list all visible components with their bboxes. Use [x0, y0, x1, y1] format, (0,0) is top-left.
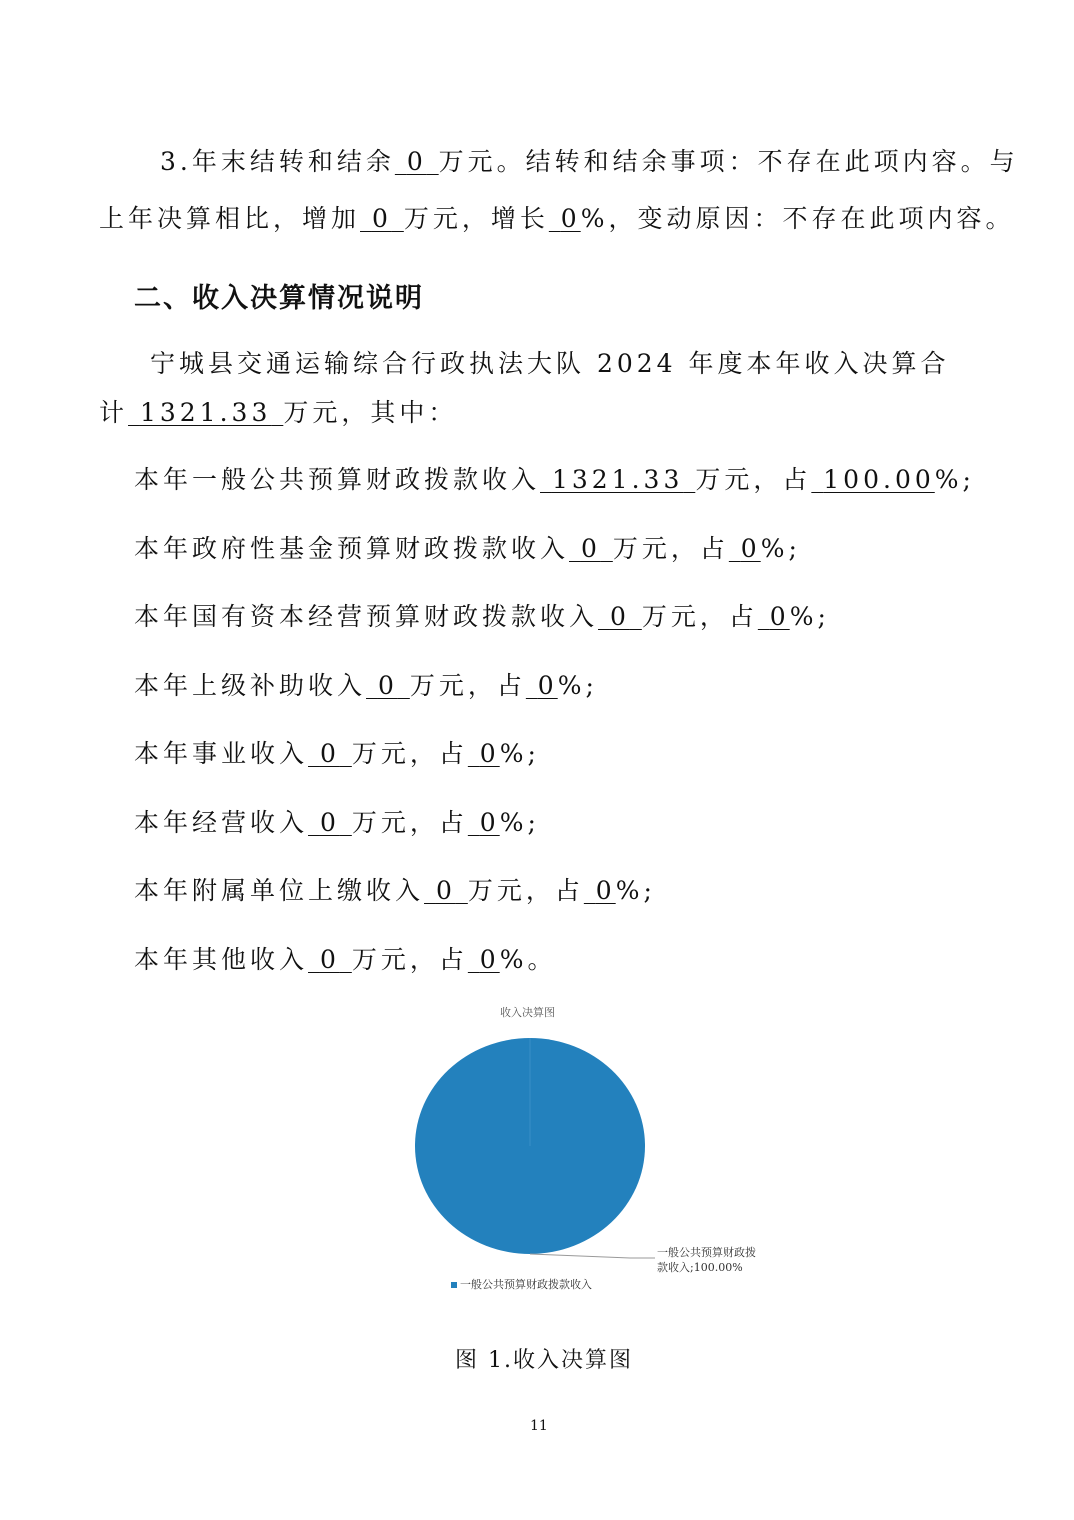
- item-label: 本年政府性基金预算财政拨款收入: [134, 533, 570, 563]
- item-percent: 0: [479, 739, 500, 768]
- item-unit: 万元，占: [612, 533, 729, 563]
- intro-line: 宁城县交通运输综合行政执法大队 2024 年度本年收入决算合: [150, 349, 950, 378]
- text: 3.年末结转和结余: [160, 147, 395, 176]
- item-end: %。: [499, 944, 557, 974]
- text: 万元，增长: [403, 204, 549, 233]
- income-item: [134, 666, 598, 702]
- paragraph-line: [160, 142, 1019, 178]
- item-end: %;: [789, 602, 830, 631]
- item-label: 本年经营收入: [134, 807, 309, 837]
- value: 0: [406, 147, 427, 176]
- item-percent: 100.00: [823, 465, 935, 494]
- value: 0: [371, 204, 392, 233]
- income-item: [134, 597, 830, 633]
- text: %，变动原因：不存在此项内容。: [580, 204, 1015, 233]
- item-amount: 0: [319, 944, 340, 974]
- item-percent: 0: [595, 876, 616, 905]
- item-unit: 万元，占: [467, 876, 584, 905]
- text: 万元。结转和结余事项：不存在此项内容。与: [438, 147, 1019, 176]
- item-amount: 0: [435, 876, 456, 905]
- income-item: [134, 734, 540, 770]
- data-label-line: 一般公共预算财政拨: [657, 1246, 756, 1259]
- item-end: %;: [615, 876, 656, 905]
- item-end: %;: [760, 533, 801, 563]
- item-amount: 0: [377, 670, 398, 700]
- item-amount: 0: [319, 739, 340, 768]
- value: 0: [560, 204, 581, 233]
- item-end: %;: [499, 807, 540, 837]
- item-amount: 0: [609, 602, 630, 631]
- item-amount: 1321.33: [551, 465, 684, 494]
- pie-slice: [415, 1038, 645, 1254]
- item-percent: 0: [479, 944, 500, 974]
- income-item: [134, 940, 556, 976]
- item-unit: 万元，占: [351, 807, 468, 837]
- income-item: [134, 460, 975, 496]
- intro-line: [99, 393, 457, 429]
- chart-title: 收入决算图: [500, 1006, 555, 1019]
- text: 上年决算相比，增加: [99, 204, 361, 233]
- item-percent: 0: [537, 670, 558, 700]
- figure-caption: 图 1.收入决算图: [455, 1348, 633, 1373]
- chart-legend: [451, 1276, 592, 1292]
- income-item: [134, 803, 540, 839]
- item-amount: 0: [319, 807, 340, 837]
- item-percent: 0: [740, 533, 761, 563]
- item-end: %;: [557, 670, 598, 700]
- value: 1321.33: [139, 398, 272, 427]
- item-unit: 万元，占: [351, 944, 468, 974]
- item-percent: 0: [479, 807, 500, 837]
- item-end: %;: [934, 465, 975, 494]
- text: 计: [99, 398, 129, 427]
- item-label: 本年附属单位上缴收入: [134, 876, 425, 905]
- item-label: 本年国有资本经营预算财政拨款收入: [134, 602, 599, 631]
- data-label-line: 款收入;100.00%: [657, 1261, 743, 1274]
- item-unit: 万元，占: [695, 465, 812, 494]
- item-label: 本年事业收入: [134, 739, 309, 768]
- income-item: [134, 529, 801, 565]
- paragraph-line: [99, 199, 1014, 235]
- text: 万元，其中：: [283, 398, 458, 427]
- page-number: 11: [530, 1418, 548, 1434]
- item-unit: 万元，占: [351, 739, 468, 768]
- legend-swatch: [451, 1282, 457, 1288]
- income-item: [134, 871, 656, 907]
- item-label: 本年上级补助收入: [134, 670, 367, 700]
- pie-data-label: [657, 1245, 756, 1275]
- item-amount: 0: [580, 533, 601, 563]
- item-percent: 0: [769, 602, 790, 631]
- item-label: 本年其他收入: [134, 944, 309, 974]
- leader-line: [530, 1254, 655, 1258]
- legend-label: 一般公共预算财政拨款收入: [460, 1278, 592, 1291]
- section-heading: 二、收入决算情况说明: [134, 283, 424, 314]
- item-end: %;: [499, 739, 540, 768]
- item-label: 本年一般公共预算财政拨款收入: [134, 465, 541, 494]
- item-unit: 万元，占: [641, 602, 758, 631]
- item-unit: 万元，占: [409, 670, 526, 700]
